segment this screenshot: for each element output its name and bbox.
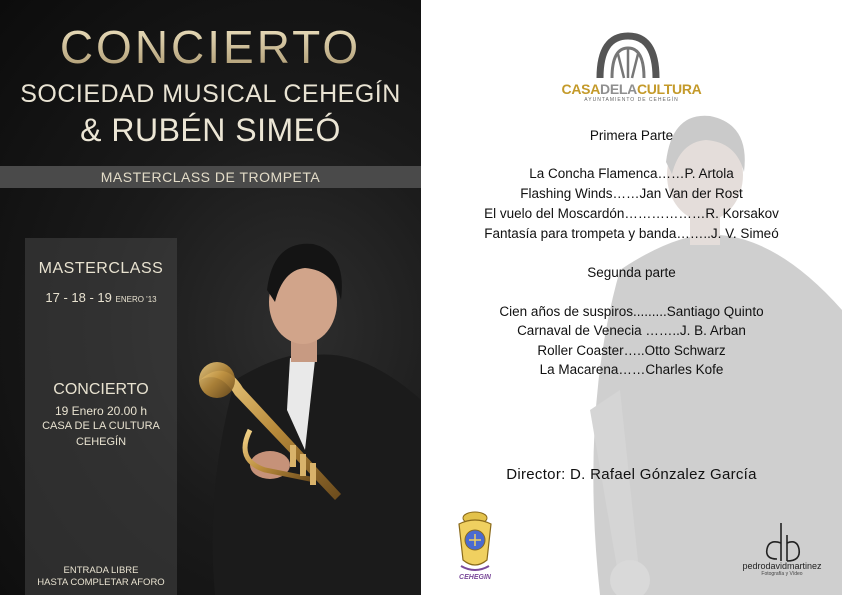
part2-item: Carnaval de Venecia ……..J. B. Arban bbox=[517, 323, 746, 338]
info-panel bbox=[25, 238, 177, 595]
photographer-name: pedrodavidmartinez bbox=[742, 561, 822, 571]
entry-note: ENTRADA LIBRE bbox=[63, 565, 139, 576]
masterclass-month: ENERO '13 bbox=[115, 295, 157, 304]
part1-item: Flashing Winds……Jan Van der Rost bbox=[520, 186, 743, 201]
part1-item: Fantasía para trompeta y banda……..J. V. Simeó bbox=[484, 226, 779, 241]
logo-subtitle: AYUNTAMIENTO DE CEHEGÍN bbox=[584, 97, 679, 103]
part2-item: La Macarena……Charles Kofe bbox=[539, 362, 724, 377]
part2-item: Roller Coaster…..Otto Schwarz bbox=[537, 343, 726, 358]
part2-heading: Segunda parte bbox=[587, 265, 676, 280]
photographer-subtitle: Fotografía y Vídeo bbox=[761, 571, 803, 577]
masterclass-heading: MASTERCLASS bbox=[38, 260, 164, 277]
logo-casa: CASA bbox=[561, 81, 601, 97]
casa-de-la-cultura-logo-icon bbox=[594, 32, 662, 82]
logo-dela: DELA bbox=[600, 81, 637, 97]
part1-item: La Concha Flamenca……P. Artola bbox=[529, 166, 734, 181]
crest-label: CEHEGIN bbox=[459, 574, 491, 581]
part1-heading: Primera Parte bbox=[589, 128, 674, 143]
concert-heading: CONCIERTO bbox=[53, 381, 149, 398]
poster-title: CONCIERTO bbox=[0, 20, 421, 74]
casa-de-la-cultura-logo bbox=[421, 81, 842, 97]
poster-subtitle-society: SOCIEDAD MUSICAL CEHEGÍN bbox=[20, 80, 401, 108]
masterclass-banner bbox=[0, 166, 421, 188]
director-credit: Director: D. Rafael Gónzalez García bbox=[506, 466, 757, 483]
logo-cultura: CULTURA bbox=[636, 81, 702, 97]
concert-venue: CASA DE LA CULTURA bbox=[42, 420, 160, 432]
masterclass-banner-label: MASTERCLASS DE TROMPETA bbox=[100, 169, 321, 185]
masterclass-dates bbox=[25, 290, 177, 305]
part2-item: Cien años de suspiros.........Santiago Quinto bbox=[499, 304, 764, 319]
part1-item: El vuelo del Moscardón………………R. Korsakov bbox=[484, 206, 779, 221]
poster-subtitle-soloist: & RUBÉN SIMEÓ bbox=[80, 112, 341, 148]
entry-note-2: HASTA COMPLETAR AFORO bbox=[37, 577, 165, 588]
concert-date: 19 Enero 20.00 h bbox=[54, 404, 148, 418]
trumpeter-photo bbox=[195, 230, 421, 595]
concert-town: CEHEGÍN bbox=[75, 436, 127, 448]
masterclass-days: 17 - 18 - 19 bbox=[45, 290, 112, 305]
